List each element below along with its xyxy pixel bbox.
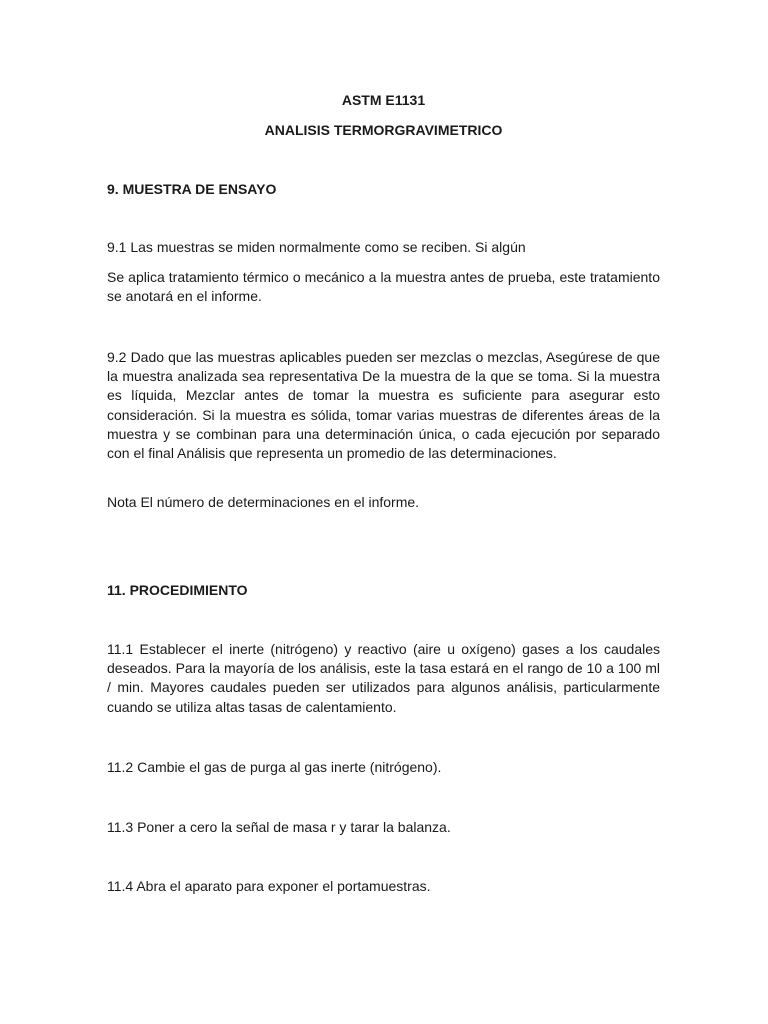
- section-11-heading: 11. PROCEDIMIENTO: [107, 582, 248, 598]
- document-subtitle: ANALISIS TERMORGRAVIMETRICO: [264, 122, 503, 138]
- section-9-heading: 9. MUESTRA DE ENSAYO: [107, 181, 277, 197]
- note-paragraph: Nota El número de determinaciones en el informe.: [107, 494, 420, 510]
- document-title: ASTM E1131: [341, 92, 426, 108]
- paragraph-11-3: 11.3 Poner a cero la señal de masa r y tarar la balanza.: [107, 819, 451, 835]
- paragraph-11-1: 11.1 Establecer el inerte (nitrógeno) y reactivo (aire u oxígeno) gases a los caudales deseados. Para la mayoría de los análisis, este la tasa estará en el rango de 10 a 100 ml / min. Mayores caudales pueden ser utilizados para algunos análisis, particularmente cuando se utiliza altas tasas de calentamiento.: [107, 641, 660, 715]
- paragraph-9-1-body: Se aplica tratamiento térmico o mecánico a la muestra antes de prueba, este tratamiento se anotará en el informe.: [107, 269, 660, 305]
- paragraph-9-1-first-line: 9.1 Las muestras se miden normalmente como se reciben. Si algún: [107, 239, 526, 255]
- paragraph-11-4: 11.4 Abra el aparato para exponer el portamuestras.: [107, 878, 431, 894]
- paragraph-9-2: 9.2 Dado que las muestras aplicables pueden ser mezclas o mezclas, Asegúrese de que la muestra analizada sea representativa De la muestra de la que se toma. Si la muestra es líquida, Mezclar antes de tomar la muestra es suficiente para asegurar esto consideración. Si la muestra es sólida, tomar varias muestras de diferentes áreas de la muestra y se combinan para una determinación única, o cada ejecución por separado con el final Análisis que representa un promedio de las determinaciones.: [107, 349, 660, 462]
- paragraph-11-2: 11.2 Cambie el gas de purga al gas inerte (nitrógeno).: [107, 759, 442, 775]
